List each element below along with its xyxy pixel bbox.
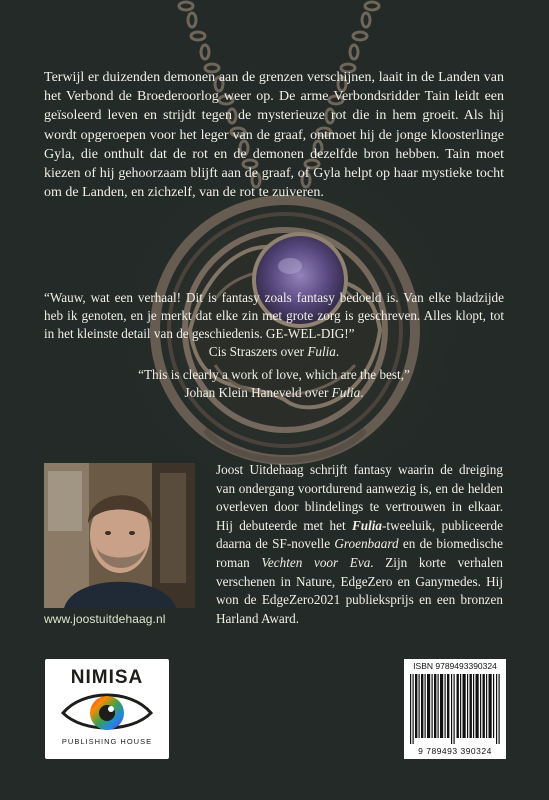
author-website-link[interactable]: www.joostuitdehaag.nl [44,612,166,626]
review-quotes [44,289,504,402]
author-photo [44,463,195,608]
isbn-barcode [404,659,506,759]
barcode-icon [408,674,502,744]
review-quote-1: “Wauw, wat een verhaal! Dit is fantasy zoals fantasy bedoeld is. Van elke bladzijde heb ik genoten, en je merkt dat elke zin met grote zorg is geschreven. Alles klopt, tot in het kleinste detail van de geschiedenis. GE-WEL-DIG!” [44,290,504,341]
eye-icon [59,687,155,735]
author-bio: Joost Uitdehaag schrijft fantasy waarin de dreiging van ondergang voortdurend aanwezig is, en de helden overleven door blindelings te vertrouwen in elkaar. Hij debuteerde met het Fulia-tweeluik, publiceerde daarna de SF-novelle Groenbaard en de biomedische roman Vechten voor Eva. Zijn korte verhalen verschenen in Nature, EdgeZero en Ganymedes. Hij won de EdgeZero2021 publieksprijs en een bronzen Harland Award. [216,462,503,626]
publisher-name: NIMISA [70,667,144,688]
back-cover-blurb: Terwijl er duizenden demonen aan de grenzen verschijnen, laait in de Landen van het Verbond de Broederoorlog weer op. De arme Verbondsridder Tain leidt een geïsoleerd leven en strijdt tegen de mysterieuze rot die in hem groeit. Als hij wordt opgeroepen voor het leger van de graaf, ontmoet hij de jonge kloosterlinge Gyla, die onthult dat de rot en de demonen dezelfde bron hebben. Tain moet kiezen of hij gehoorzaam blijft aan de graaf, of Gyla helpt op haar mystieke tocht om de Landen, en zichzelf, van de rot te zuiveren. [44,70,504,201]
review-attribution-1: Cis Straszers over Fulia. [208,344,340,359]
publisher-logo [45,659,169,759]
publisher-tagline: PUBLISHING HOUSE [61,737,153,746]
review-quote-2: “This is clearly a work of love, which are the best,” [138,367,410,382]
review-attribution-2: Johan Klein Haneveld over Fulia. [184,385,364,400]
isbn-label: ISBN 9789493390324 [413,661,497,671]
isbn-digits: 9 789493 390324 [418,746,492,756]
